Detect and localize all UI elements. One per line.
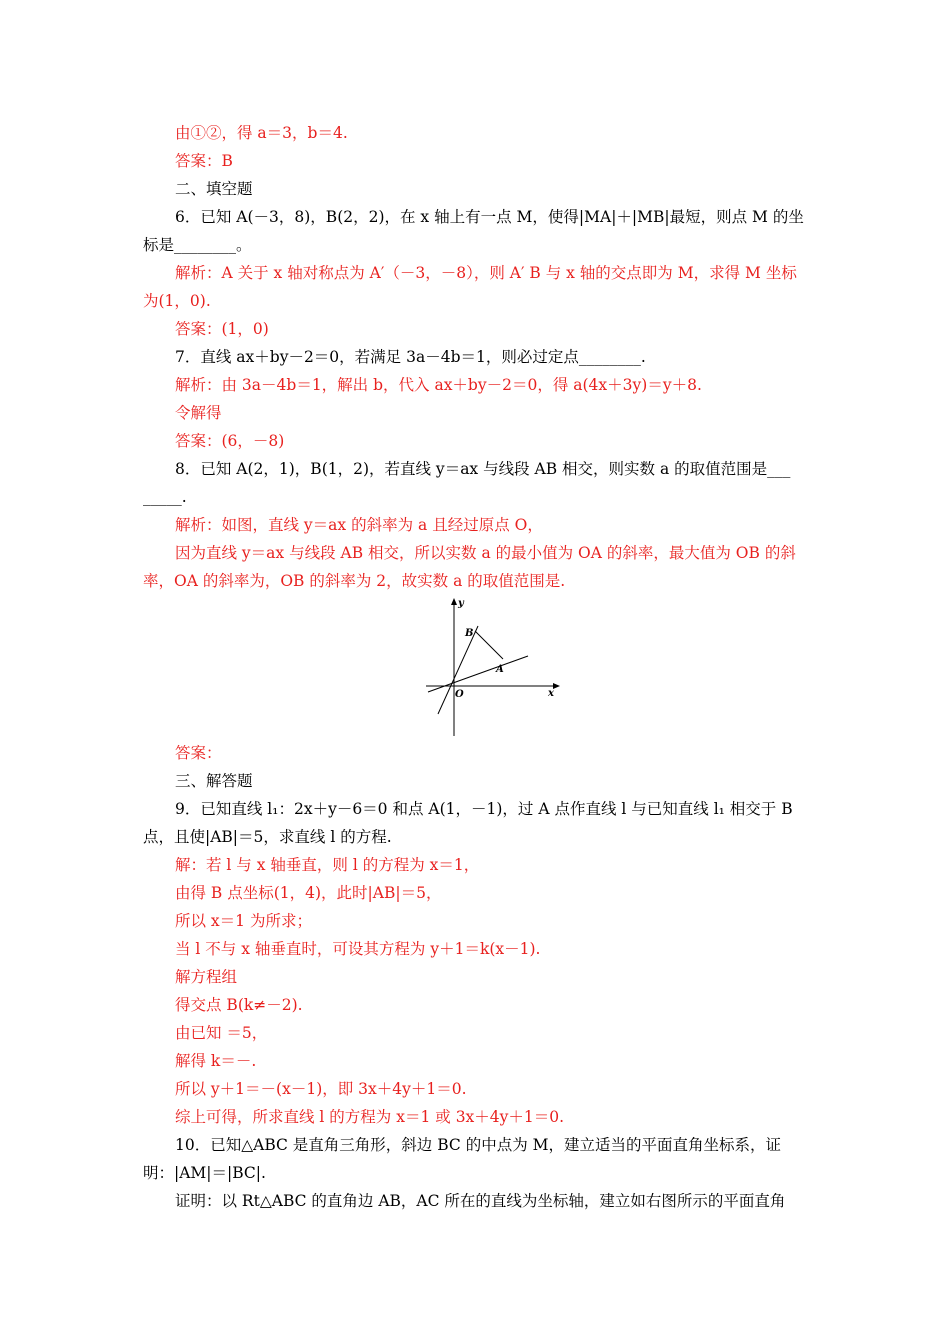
- text-line: 令解得: [175, 404, 222, 422]
- text-line: 解：若 l 与 x 轴垂直，则 l 的方程为 x＝1，: [175, 856, 480, 874]
- y-label: y: [458, 598, 464, 609]
- line-oa: [428, 656, 528, 692]
- x-axis-arrow: [553, 683, 560, 689]
- text-line: 证明：以 Rt△ABC 的直角边 AB，AC 所在的直线为坐标轴，建立如右图所示的平面直角: [175, 1192, 786, 1210]
- text-line: 当 l 不与 x 轴垂直时，可设其方程为 y＋1＝k(x－1).: [175, 940, 541, 958]
- text-line: 解析：A 关于 x 轴对称点为 A′（－3，－8），则 A′ B 与 x 轴的交点即为 M，求得 M 坐标: [175, 264, 797, 282]
- text-line: 由已知 ＝5，: [175, 1024, 268, 1042]
- answer-line: 答案：(6，－8): [175, 432, 285, 450]
- text-line: 所以 y＋1＝－(x－1)，即 3x＋4y＋1＝0.: [175, 1080, 467, 1098]
- segment-ab: [475, 631, 503, 659]
- text-line: 解析：如图，直线 y＝ax 的斜率为 a 且经过原点 O，: [175, 516, 543, 534]
- question-10: 10．已知△ABC 是直角三角形，斜边 BC 的中点为 M，建立适当的平面直角坐标系，证: [175, 1136, 781, 1154]
- point-b-label: B: [465, 628, 474, 639]
- text-line: 解方程组: [175, 968, 238, 986]
- figure-svg: [418, 596, 568, 741]
- text-line: 由①②，得 a＝3，b＝4.: [175, 124, 348, 142]
- text-line: 点，且使|AB|＝5，求直线 l 的方程.: [143, 828, 392, 846]
- text-line: 由得 B 点坐标(1，4)，此时|AB|＝5，: [175, 884, 442, 902]
- question-9: 9．已知直线 l₁：2x＋y－6＝0 和点 A(1，－1)，过 A 点作直线 l 与已知直线 l₁ 相交于 B: [175, 800, 793, 818]
- line-ob: [438, 626, 478, 714]
- question-7: 7．直线 ax＋by－2＝0，若满足 3a－4b＝1，则必过定点________.: [175, 348, 646, 366]
- question-8: 8．已知 A(2，1)，B(1，2)，若直线 y＝ax 与线段 AB 相交，则实数 a 的取值范围是___: [175, 460, 791, 478]
- section-heading: 三、解答题: [175, 772, 253, 790]
- origin-label: O: [455, 689, 464, 700]
- question-6: 6．已知 A(－3，8)，B(2，2)，在 x 轴上有一点 M，使得|MA|＋|MB|最短，则点 M 的坐: [175, 208, 804, 226]
- text-line: 率，OA 的斜率为，OB 的斜率为 2，故实数 a 的取值范围是.: [143, 572, 566, 590]
- text-line: 综上可得，所求直线 l 的方程为 x＝1 或 3x＋4y＋1＝0.: [175, 1108, 565, 1126]
- text-line: 明：|AM|＝|BC|.: [143, 1164, 266, 1182]
- text-line: 标是________。: [143, 236, 252, 254]
- answer-line: 答案：: [175, 744, 222, 762]
- text-line: 解得 k＝－.: [175, 1052, 257, 1070]
- coordinate-figure: [418, 596, 568, 741]
- text-line: 为(1，0).: [143, 292, 211, 310]
- text-line: 所以 x＝1 为所求；: [175, 912, 312, 930]
- y-axis-arrow: [451, 598, 457, 605]
- point-a-label: A: [496, 664, 504, 675]
- x-label: x: [548, 688, 554, 699]
- text-line: 解析：由 3a－4b＝1，解出 b，代入 ax＋by－2＝0，得 a(4x＋3y)＝y＋8.: [175, 376, 702, 394]
- section-heading: 二、填空题: [175, 180, 253, 198]
- text-line: 答案：B: [175, 152, 233, 170]
- answer-line: 答案：(1，0): [175, 320, 269, 338]
- text-line: _____.: [143, 488, 187, 506]
- text-line: 得交点 B(k≠－2).: [175, 996, 303, 1014]
- text-line: 因为直线 y＝ax 与线段 AB 相交，所以实数 a 的最小值为 OA 的斜率，最大值为 OB 的斜: [175, 544, 796, 562]
